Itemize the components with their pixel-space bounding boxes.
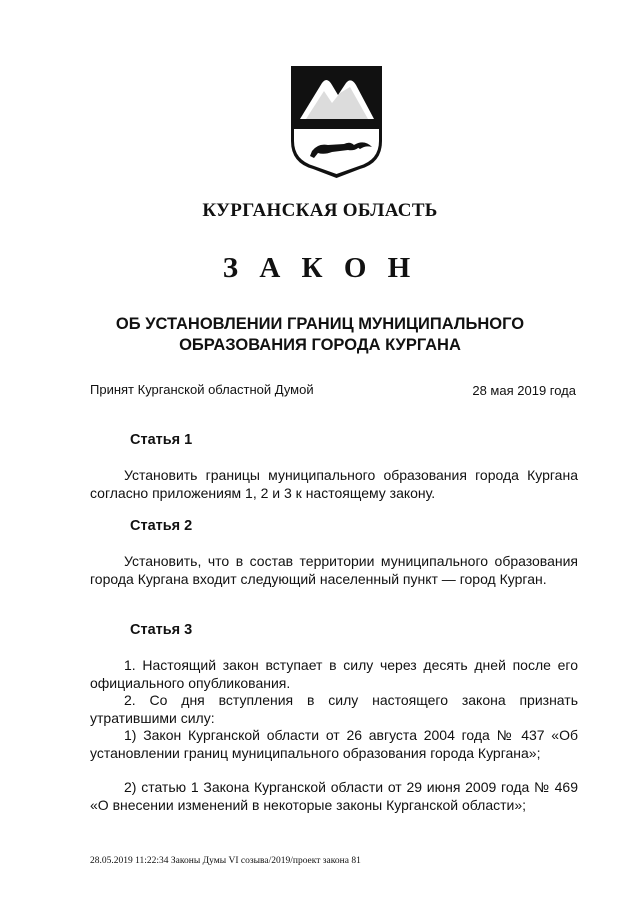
article-3-item: 2) статью 1 Закона Курганской области от 29 июня 2009 года № 469 «О внесении изменений в некоторые законы Курганской области»; — [90, 779, 578, 813]
article-3-heading: Статья 3 — [130, 622, 193, 638]
document-footer: 28.05.2019 11:22:34 Законы Думы VI созыва/2019/проект закона 81 — [90, 856, 361, 866]
coat-of-arms-icon — [288, 63, 385, 181]
article-1-heading: Статья 1 — [130, 432, 193, 448]
article-3-item: 2. Со дня вступления в силу настоящего закона признать утратившими силу: — [90, 692, 578, 726]
article-2-text: Установить, что в состав территории муниципального образования города Кургана входит следующий населенный пункт — город Курган. — [90, 553, 578, 587]
article-1-text: Установить границы муниципального образования города Кургана согласно приложениям 1, 2 и 3 к настоящему закону. — [90, 467, 578, 501]
law-subject — [90, 314, 550, 356]
law-subject-line: ОБРАЗОВАНИЯ ГОРОДА КУРГАНА — [179, 336, 461, 354]
document-type-title: З А К О Н — [222, 252, 418, 284]
article-3-item: 1) Закон Курганской области от 26 августа 2004 года № 437 «Об установлении границ муниципального образования города Кургана»; — [90, 727, 578, 761]
law-subject-line: ОБ УСТАНОВЛЕНИИ ГРАНИЦ МУНИЦИПАЛЬНОГО — [115, 315, 525, 333]
adoption-date: 28 мая 2019 года — [472, 383, 576, 398]
adopted-by: Принят Курганской областной Думой — [90, 382, 314, 397]
article-2-heading: Статья 2 — [130, 518, 193, 534]
article-3-item: 1. Настоящий закон вступает в силу через десять дней после его официального опубликования. — [90, 657, 578, 691]
region-title: КУРГАНСКАЯ ОБЛАСТЬ — [202, 200, 438, 221]
